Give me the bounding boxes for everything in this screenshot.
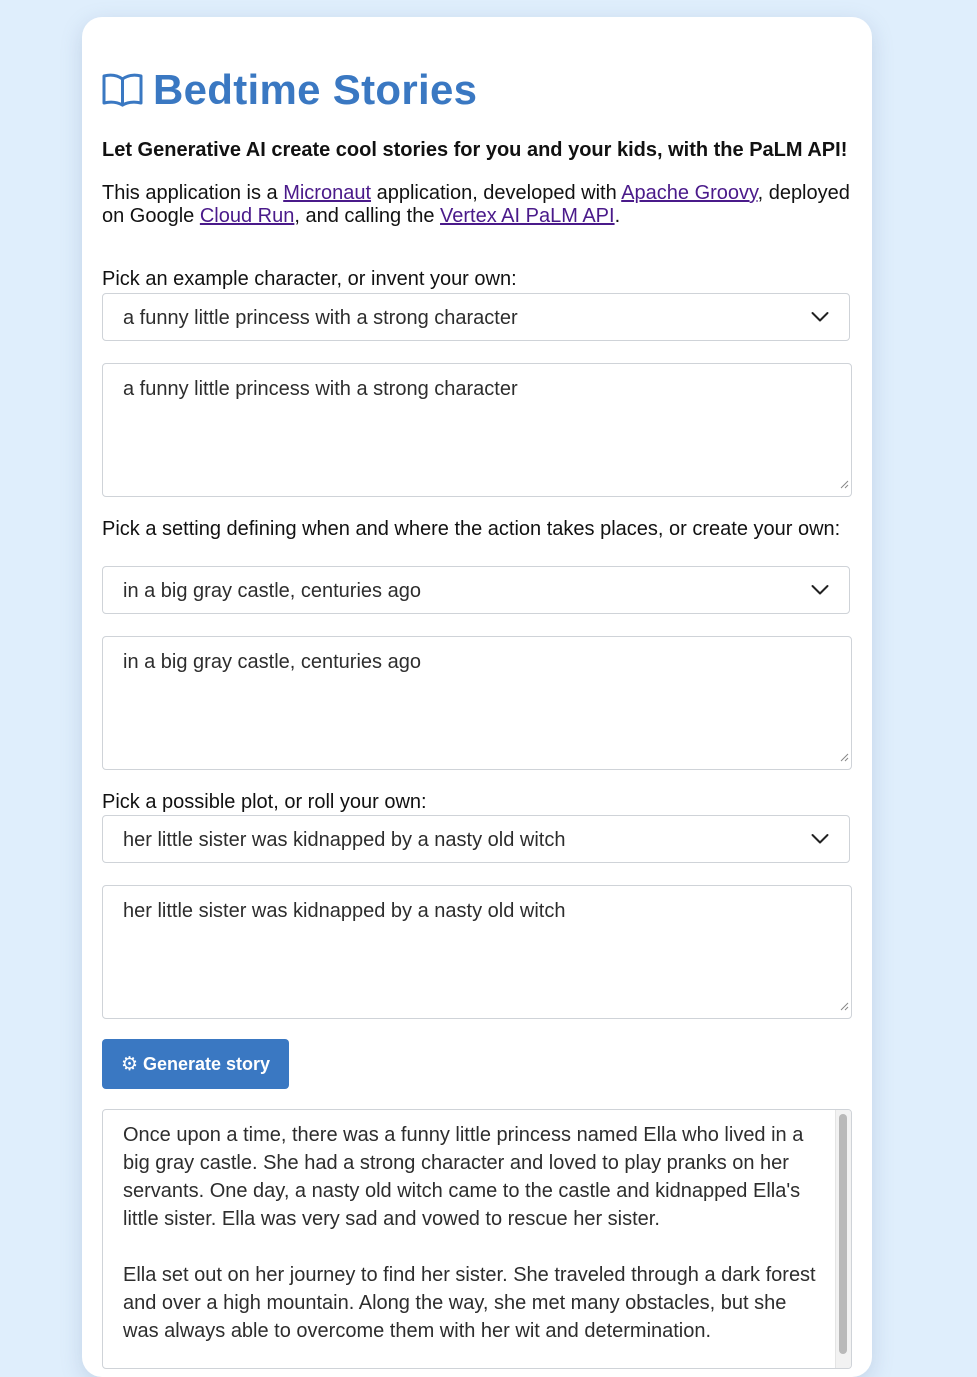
gear-icon: ⚙ [120,1053,138,1075]
story-scrollbar-thumb[interactable] [839,1114,847,1354]
resize-grip-icon[interactable] [839,749,849,767]
chevron-down-icon [811,832,829,850]
story-scrollbar[interactable] [835,1110,851,1368]
character-select[interactable] [102,293,850,341]
page-title: Bedtime Stories [153,66,478,113]
app-description [102,182,852,228]
story-output[interactable] [102,1109,852,1369]
setting-label: Pick a setting defining when and where the action takes places, or create your own: [102,518,841,540]
description-text: , and calling the [294,205,441,227]
story-paragraph: Once upon a time, there was a funny little princess named Ella who lived in a big gray castle. She had a strong character and loved to play pranks on her servants. One day, a nasty old witch came to the castle and kidnapped Ella's little sister. Ella was very sad and vowed to rescue her sister. [123,1124,804,1230]
character-label: Pick an example character, or invent your own: [102,268,517,290]
plot-select[interactable] [102,815,850,863]
character-textarea[interactable] [102,363,852,497]
setting-select[interactable] [102,566,850,614]
setting-textarea[interactable] [102,636,852,770]
plot-textarea-text: her little sister was kidnapped by a nasty old witch [123,900,566,922]
setting-select-value: in a big gray castle, centuries ago [123,580,421,602]
apache-groovy-link[interactable]: Apache Groovy [621,182,758,204]
page-header [102,65,477,115]
resize-grip-icon[interactable] [839,998,849,1016]
story-paragraph: Ella set out on her journey to find her sister. She traveled through a dark forest and over a high mountain. Along the way, she met many obstacles, but she was always able to overcome them with her wit and determination. [123,1264,816,1342]
character-textarea-text: a funny little princess with a strong character [123,378,518,400]
story-text [123,1121,823,1369]
micronaut-link[interactable]: Micronaut [283,182,372,204]
plot-select-value: her little sister was kidnapped by a nasty old witch [123,829,566,851]
cloud-run-link[interactable]: Cloud Run [199,205,295,227]
chevron-down-icon [811,583,829,601]
description-text: This application is a [102,182,284,204]
plot-label: Pick a possible plot, or roll your own: [102,791,427,813]
generate-story-button[interactable] [102,1039,289,1089]
chevron-down-icon [811,310,829,328]
main-card [82,17,872,1377]
description-text: , deployed on Google [102,182,850,227]
open-book-icon [102,73,143,107]
vertex-ai-palm-link[interactable]: Vertex AI PaLM API [440,205,615,227]
description-text: . [614,205,621,227]
generate-story-label: Generate story [142,1053,271,1074]
plot-textarea[interactable] [102,885,852,1019]
page-subtitle: Let Generative AI create cool stories for you and your kids, with the PaLM API! [102,139,848,161]
description-text: application, developed with [371,182,622,204]
resize-grip-icon[interactable] [839,476,849,494]
setting-textarea-text: in a big gray castle, centuries ago [123,651,421,673]
character-select-value: a funny little princess with a strong character [123,307,518,329]
